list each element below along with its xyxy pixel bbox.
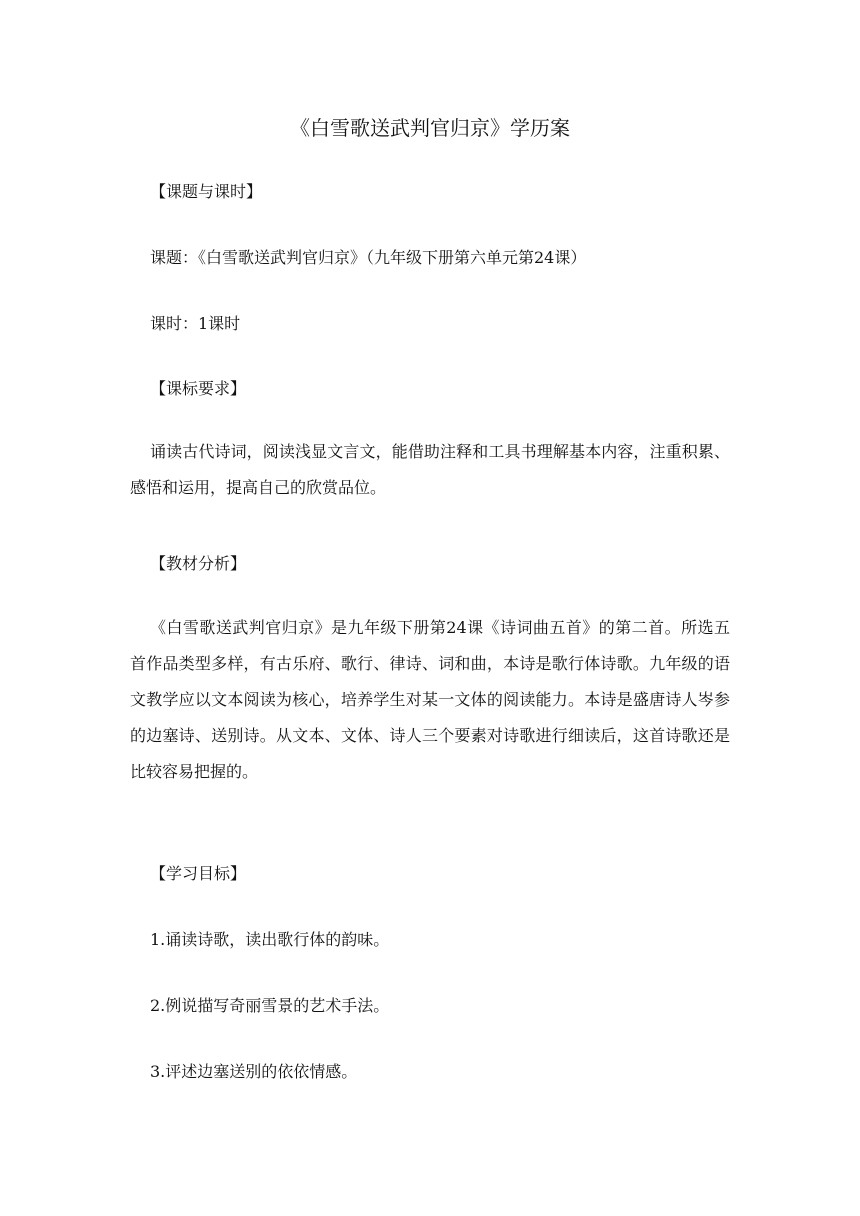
topic-line: 课题：《白雪歌送武判官归京》（九年级下册第六单元第24课） <box>150 248 587 267</box>
section-heading-topic: 【课题与课时】 <box>150 182 263 201</box>
goal-item: 2.例说描写奇丽雪景的艺术手法。 <box>150 996 390 1015</box>
standard-paragraph: 诵读古代诗词，阅读浅显文言文，能借助注释和工具书理解基本内容，注重积累、感悟和运用，提高自己的欣赏品位。 <box>130 442 730 497</box>
section-heading-goals: 【学习目标】 <box>150 864 247 883</box>
goal-item: 1.诵读诗歌，读出歌行体的韵味。 <box>150 930 390 949</box>
document-title: 《白雪歌送武判官归京》学历案 <box>290 116 570 140</box>
section-heading-analysis: 【教材分析】 <box>150 554 247 573</box>
hours-line: 课时：1课时 <box>150 314 241 333</box>
section-heading-standard: 【课标要求】 <box>150 379 247 398</box>
analysis-paragraph: 《白雪歌送武判官归京》是九年级下册第24课《诗词曲五首》的第二首。所选五首作品类型多样，有古乐府、歌行、律诗、词和曲，本诗是歌行体诗歌。九年级的语文教学应以文本阅读为核心，培养学生对某一文体的阅读能力。本诗是盛唐诗人岑参的边塞诗、送别诗。从文本、文体、诗人三个要素对诗歌进行细读后，这首诗歌还是比较容易把握的。 <box>130 618 730 781</box>
goal-item: 3.评述边塞送别的依依情感。 <box>150 1062 358 1081</box>
